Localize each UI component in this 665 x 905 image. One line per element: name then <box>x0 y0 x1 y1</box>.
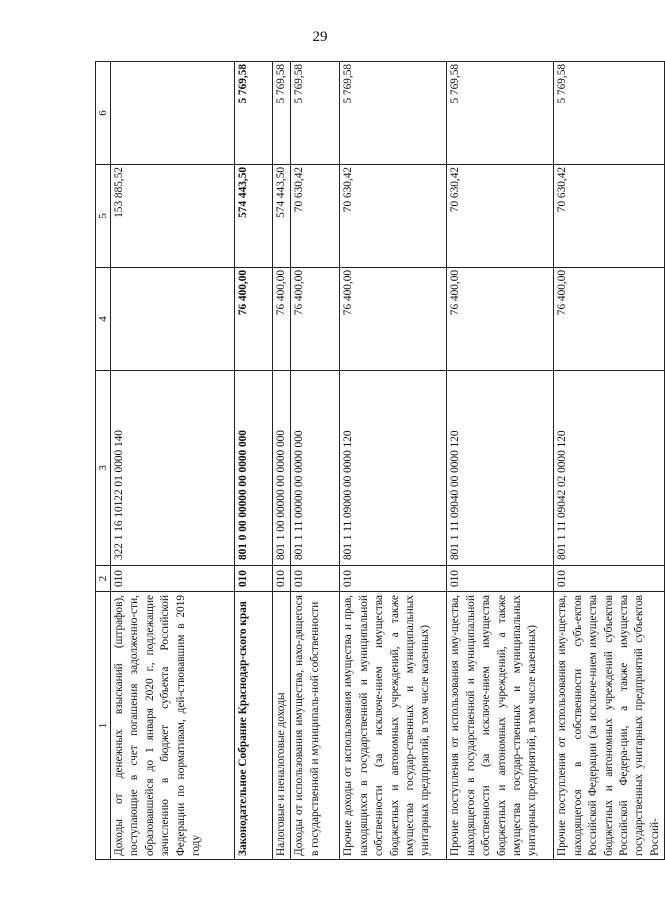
row-col6 <box>111 62 235 165</box>
table-row <box>111 62 235 860</box>
column-header-3: 3 <box>96 371 111 566</box>
row-code: 010 <box>554 566 665 592</box>
row-col4: 76 400,00 <box>291 268 340 371</box>
row-name: Законодательное Собрание Краснодар-ского края <box>235 592 273 860</box>
table-row <box>340 62 447 860</box>
row-kbk: 801 1 11 09042 02 0000 120 <box>554 371 665 566</box>
row-col5: 70 630,42 <box>340 165 447 268</box>
row-name: Доходы от денежных взысканий (штрафов), поступающие в счет погашения задолженно-сти, образовавшейся до 1 января 2020 г., подлежащие зачислению в бюджет субъекта Российской Федерации по нормативам, дей-ствовавшим в 2019 году <box>111 592 235 860</box>
row-code: 010 <box>111 566 235 592</box>
row-col5: 574 443,50 <box>273 165 291 268</box>
row-col4: 76 400,00 <box>554 268 665 371</box>
row-code: 010 <box>273 566 291 592</box>
row-col5: 70 630,42 <box>291 165 340 268</box>
row-kbk: 801 1 00 00000 00 0000 000 <box>273 371 291 566</box>
row-kbk: 801 0 00 00000 00 0000 000 <box>235 371 273 566</box>
row-col4: 76 400,00 <box>340 268 447 371</box>
row-col4: 76 400,00 <box>273 268 291 371</box>
row-col6: 5 769,58 <box>340 62 447 165</box>
table-row <box>235 62 273 860</box>
row-code: 010 <box>291 566 340 592</box>
row-kbk: 322 1 16 10122 01 0000 140 <box>111 371 235 566</box>
row-kbk: 801 1 11 00000 00 0000 000 <box>291 371 340 566</box>
row-col6: 5 769,58 <box>235 62 273 165</box>
row-col5: 574 443,50 <box>235 165 273 268</box>
table-row <box>291 62 340 860</box>
row-kbk: 801 1 11 09040 00 0000 120 <box>447 371 554 566</box>
table-row <box>554 62 665 860</box>
row-name: Прочие поступления от использования иму-щества, находящегося в собственности субъ-ектов Российской Федерации (за исключе-нием имущества бюджетных и автономных учреждений субъектов Российской Федера-ции, а также имущества государственных унитарных предприятий субъектов Россий- <box>554 592 665 860</box>
row-code: 010 <box>340 566 447 592</box>
row-code: 010 <box>235 566 273 592</box>
row-col6: 5 769,58 <box>554 62 665 165</box>
revenue-table <box>95 61 665 860</box>
row-col4: 76 400,00 <box>447 268 554 371</box>
column-header-1: 1 <box>96 592 111 860</box>
table-row <box>447 62 554 860</box>
row-col5: 153 885,52 <box>111 165 235 268</box>
table-header-row <box>96 62 111 860</box>
row-col6: 5 769,58 <box>447 62 554 165</box>
row-kbk: 801 1 11 09000 00 0000 120 <box>340 371 447 566</box>
row-name: Налоговые и неналоговые доходы <box>273 592 291 860</box>
rotated-table-wrapper <box>95 62 661 860</box>
row-col5: 70 630,42 <box>447 165 554 268</box>
table-row <box>273 62 291 860</box>
row-name: Доходы от использования имущества, нахо-дящегося в государственной и муниципаль-ной собственности <box>291 592 340 860</box>
row-name: Прочие поступления от использования иму-щества, находящегося в государственной и муниципальной собственности (за исключе-нием имущества бюджетных и автономных учреждений, а также имущества государ-ственных и муниципальных унитарных предприятий, в том числе казенных) <box>447 592 554 860</box>
page-number: 29 <box>312 29 328 45</box>
row-code: 010 <box>447 566 554 592</box>
row-col6: 5 769,58 <box>273 62 291 165</box>
row-name: Прочие доходы от использования имущества и прав, находящихся в государственной и муниципальной собственности (за исключе-нием имущества бюджетных и автономных учреждений, а также имущества государ-ственных и муниципальных унитарных предприятий, в том числе казенных) <box>340 592 447 860</box>
row-col4 <box>111 268 235 371</box>
column-header-5: 5 <box>96 165 111 268</box>
column-header-6: 6 <box>96 62 111 165</box>
column-header-4: 4 <box>96 268 111 371</box>
row-col6: 5 769,58 <box>291 62 340 165</box>
row-col4: 76 400,00 <box>235 268 273 371</box>
row-col5: 70 630,42 <box>554 165 665 268</box>
table-frame <box>95 62 661 860</box>
column-header-2: 2 <box>96 566 111 592</box>
